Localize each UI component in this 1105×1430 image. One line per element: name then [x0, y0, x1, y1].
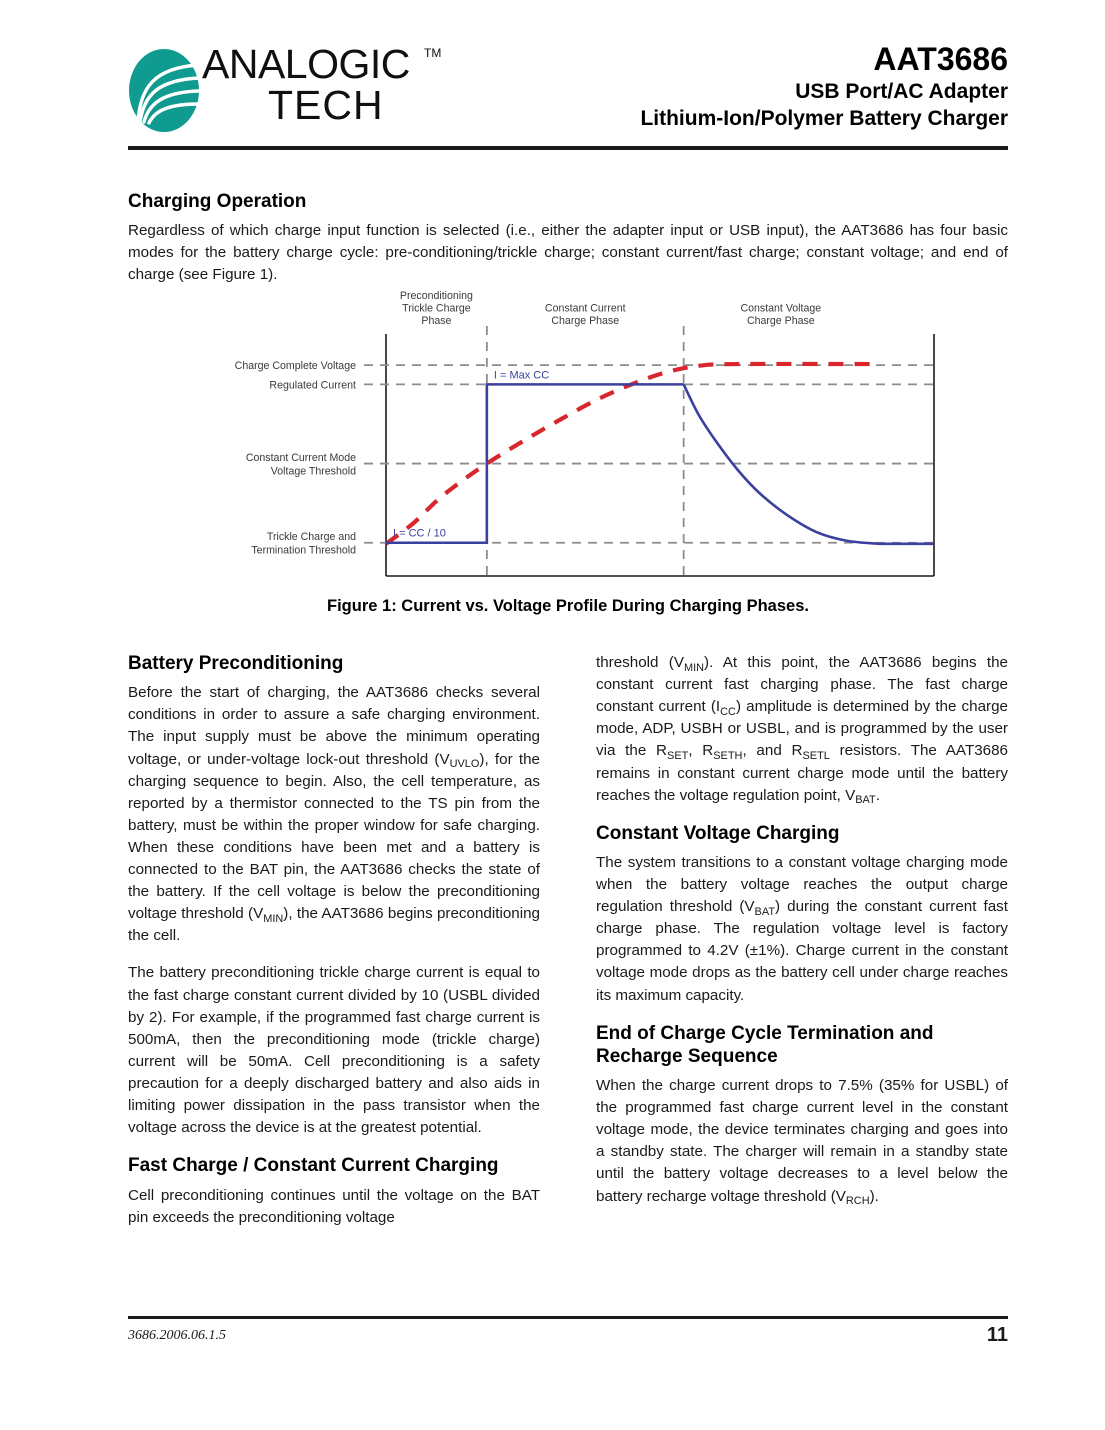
- section-heading-battery-preconditioning: Battery Preconditioning: [128, 653, 344, 674]
- product-subtitle-line1: USB Port/AC Adapter: [795, 79, 1008, 103]
- chart-label-trickle-charge-termination-threshold: Trickle Charge and: [266, 531, 356, 544]
- document-revision-code: 3686.2006.06.1.5: [128, 1328, 226, 1343]
- chart-phase-label-constant-current: Constant Current: [544, 302, 626, 315]
- document-title-block: [448, 42, 1008, 132]
- company-logo: [128, 42, 448, 142]
- paragraph-battery-preconditioning: The battery preconditioning trickle charge current is equal to the fast charge constant current divided by 10 (USBL divided by 2). For example, if the programmed fast charge current is 500mA, then the preconditioning mode (trickle charge) current will be 50mA. Cell preconditioning is a safety precaution for a deeply discharged battery and also aids in limiting power dissipation in the pass transistor when the voltage across the device is at the greatest potential.: [128, 964, 540, 1137]
- chart-phase-label-constant-voltage: Constant Voltage: [740, 302, 822, 315]
- chart-phase-label-precondition: Phase: [421, 315, 452, 327]
- paragraph-continued-fast-charge: threshold $(V_{MIN})$. At this point, the AAT3686 begins the constant current fast charging phase. The fast charge constant current $(I_{CC})$ amplitude is determined by the charge mode, ADP, USBH or USBL, and is programmed by the user via the $R_{SET}$, $R_{SETH}$, and $R_{SETL}$ resistors. The AAT3686 remains in constant current charge mode until the battery reaches the voltage regulation point, $V_{BAT}$.: [596, 654, 1009, 807]
- page-footer: [128, 1324, 1008, 1356]
- subscript: UVLO: [449, 758, 480, 771]
- subscript: MIN: [263, 912, 284, 925]
- left-text-column: [128, 652, 540, 1229]
- paragraph-end-of-charge-cycle-termination-and-recharge-sequence: When the charge current drops to 7.5% (35% for USBL) of the programmed fast charge current level in the constant voltage mode, the device terminates charging and goes into a standby state. The charger will remain in a standby state until the battery voltage decreases to a level below the battery recharge voltage threshold $(V_{RCH})$.: [596, 1077, 1008, 1208]
- analogic-logo-mark-icon: [128, 48, 200, 133]
- page-header: [128, 42, 1008, 142]
- paragraph-constant-voltage-charging: The system transitions to a constant voltage charging mode when the battery voltage reaches the output charge regulation threshold $(V_{BAT})$ during the constant current fast charge phase. The regulation voltage level is factory programmed to 4.2V (±1%). Charge current in the constant voltage mode drops as the battery cell under charge reaches its maximum capacity.: [596, 853, 1008, 1004]
- chart-phase-label-constant-current: Charge Phase: [551, 315, 620, 327]
- chart-phase-label-precondition: Preconditioning: [399, 290, 473, 302]
- subscript: BAT: [754, 905, 776, 918]
- charging-profile-chart: [128, 290, 1008, 600]
- chart-label-trickle-charge-termination-threshold: Termination Threshold: [251, 544, 356, 557]
- chart-label-constant-current-mode-voltage-threshold: Voltage Threshold: [270, 465, 356, 478]
- intro-paragraph: Regardless of which charge input function is selected (i.e., either the adapter input or USB input), the AAT3686 has four basic modes for the battery charge cycle: pre-conditioning/trickle charge; constant current/fast charge; constant voltage; and end of charge (see Figure 1).: [128, 222, 1008, 284]
- footer-divider: [128, 1316, 1008, 1319]
- subscript: BAT: [855, 794, 876, 807]
- charging-operation-section: [128, 190, 1008, 287]
- subscript: SETL: [802, 750, 830, 763]
- chart-series-battery-voltage: [386, 364, 878, 544]
- figure-caption: Figure 1: Current vs. Voltage Profile During Charging Phases.: [327, 597, 809, 615]
- subscript: SETH: [713, 750, 743, 763]
- section-heading-fast-charge-constant-current-charging: Fast Charge / Constant Current Charging: [128, 1155, 499, 1177]
- logo-trademark-symbol: TM: [424, 46, 442, 60]
- right-text-column: [596, 652, 1008, 1208]
- paragraph-fast-charge-constant-current-charging: Cell preconditioning continues until the voltage on the BAT pin exceeds the preconditioning voltage: [128, 1186, 540, 1226]
- subscript: CC: [720, 705, 736, 718]
- product-subtitle-line2: Lithium-Ion/Polymer Battery Charger: [640, 107, 1008, 131]
- logo-text-tech: TECH: [268, 82, 384, 128]
- chart-label-charge-complete-voltage: Charge Complete Voltage: [234, 360, 356, 373]
- section-heading-constant-voltage-charging: Constant Voltage Charging: [596, 822, 840, 844]
- logo-text-analogic: ANALOGIC: [202, 41, 410, 87]
- subscript: RCH: [845, 1195, 870, 1208]
- figure-1: [128, 290, 1008, 620]
- chart-annotation-trickle-cc: I = CC / 10: [393, 527, 446, 540]
- chart-label-constant-current-mode-voltage-threshold: Constant Current Mode: [245, 452, 356, 465]
- subscript: SET: [667, 750, 689, 763]
- page-number: 11: [986, 1324, 1008, 1346]
- chart-phase-label-precondition: Trickle Charge: [402, 302, 471, 315]
- chart-label-regulated-current: Regulated Current: [269, 379, 356, 392]
- section-heading-charging-operation: Charging Operation: [128, 191, 307, 212]
- logo-wordmark: [202, 41, 442, 140]
- chart-annotation-max-cc: I = Max CC: [493, 369, 550, 382]
- paragraph-battery-preconditioning: Before the start of charging, the AAT3686 checks several conditions in order to assure a safe charging environment. The input supply must be above the minimum operating voltage, or under-voltage lock-out threshold $(V_{UVLO})$, for the charging sequence to begin. Also, the cell temperature, as reported by a thermistor connected to the TS pin from the battery, must be within the proper window for safe charging. When these conditions have been met and a battery is connected to the BAT pin, the AAT3686 checks the state of the battery. If the cell voltage is below the preconditioning voltage threshold $(V_{MIN})$, the AAT3686 begins preconditioning the cell.: [128, 684, 540, 945]
- part-number: AAT3686: [873, 41, 1008, 77]
- section-heading-end-of-charge-cycle-termination-and-recharge-sequence: End of Charge Cycle Termination and Recharge Sequence: [596, 1022, 934, 1067]
- subscript: MIN: [683, 661, 705, 674]
- chart-phase-label-constant-voltage: Charge Phase: [746, 315, 815, 327]
- header-divider: [128, 146, 1008, 150]
